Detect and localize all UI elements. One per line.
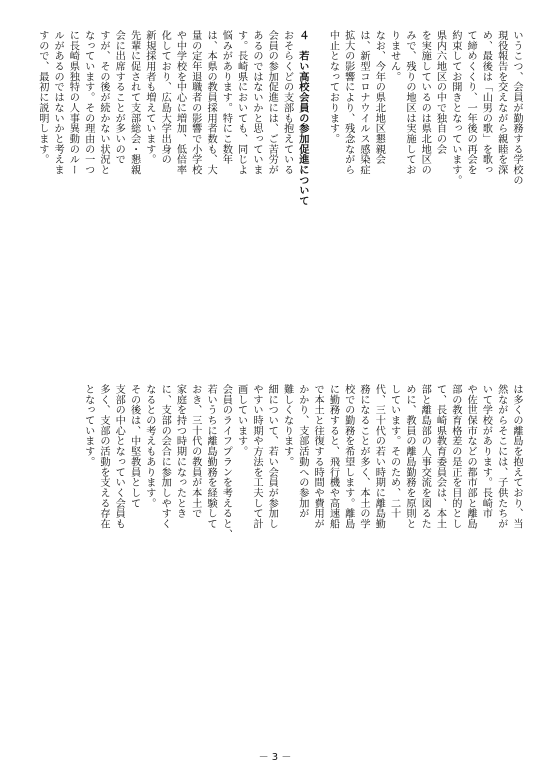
text-column: やすい時期や方法を工夫して計	[250, 384, 262, 529]
text-column: かかり、支部活動への参加が	[296, 384, 308, 519]
text-column: おき、三十代の教員が本土で	[189, 384, 201, 519]
text-column: 細について、若い会員が参加し	[266, 384, 278, 529]
lower-text-block	[28, 384, 524, 736]
text-column: す。長崎県においても、同じよ	[235, 30, 247, 175]
page-number: － 3 －	[258, 752, 292, 763]
text-column: 中止となっております。	[327, 30, 339, 144]
text-column: は、新型コロナウイルス感染症	[358, 30, 370, 175]
text-column: おそらくどの支部も抱えている	[281, 30, 293, 175]
text-column: 先輩に促されて支部総会・懇親	[128, 30, 140, 175]
text-column: て締めくくり、一年後の再会を	[465, 30, 477, 175]
text-column: いうこつ、会員が勤務する学校の	[511, 30, 522, 186]
text-column: 多く、支部の活動を支える存在	[97, 384, 109, 529]
text-column: や佐世保市などの都市部と離島	[465, 384, 477, 529]
text-column: や中学校を中心に増加、低倍率	[174, 30, 186, 175]
text-column: すが、その後が続かない状況と	[97, 30, 109, 175]
text-column: を実施しているのは県北地区の	[419, 30, 431, 175]
text-column: 務になることが多く、本土の学	[358, 384, 370, 529]
text-column: 難しくなります。	[281, 384, 293, 467]
text-column: 若いうちに離島勤務を経験して	[205, 384, 217, 529]
text-column: 会員のライフプランを考えると、	[220, 384, 232, 540]
text-column: 校での勤務を希望します。離島	[342, 384, 354, 529]
text-column: 画しています。	[235, 384, 247, 457]
text-column: に勤務すると、飛行機や高速船	[327, 384, 339, 529]
text-column: 部の教育格差の是正を目的とし	[449, 384, 461, 529]
text-column: あるのではないかと思っていま	[250, 30, 262, 175]
text-column: 然ながらそこには、子供たちが	[495, 384, 507, 529]
text-column: 会員の参加促進には、ご苦労が	[266, 30, 278, 175]
section-heading: ４ 若い高校会員の参加促進について	[296, 30, 308, 206]
text-column: 県内六地区の中で独自の会	[434, 30, 446, 155]
text-column: 部と離島部の人事交流を図るた	[419, 384, 431, 529]
text-column: 約束してお開きとなっています。	[449, 30, 461, 186]
text-column: となっています。	[82, 384, 94, 467]
text-column: は多くの離島を抱えており、当	[511, 384, 522, 529]
text-column: ルがあるのではないかと考えま	[52, 30, 64, 175]
text-column: なるとの考えもあります。	[143, 384, 155, 509]
text-column: に、支部の会合に参加しやすく	[159, 384, 171, 529]
text-column: みで、残りの地区は実施してお	[403, 30, 415, 175]
text-column: 量の定年退職者の影響で小学校	[189, 30, 201, 175]
text-column: なお、今年の県北地区懇親会	[373, 30, 385, 165]
text-column: いて学校があります。長崎市	[480, 384, 492, 519]
text-column: 悩みがあります。特にこ数年	[220, 30, 232, 165]
text-column: 化しており、広島大学出身の	[159, 30, 171, 165]
text-column: めに、教員の離島勤務を原則と	[403, 384, 415, 529]
text-column	[310, 30, 325, 372]
text-column: しています。そのため、二十	[388, 384, 400, 519]
text-column: で本土と往復する時間や費用が	[312, 384, 324, 529]
text-column: 会に出席することが多いので	[113, 30, 125, 165]
text-column: は、本県の教員採用者数も、大	[205, 30, 217, 175]
text-column: 支部の中心となっていく会員も	[113, 384, 125, 529]
text-column: 現役報告を交えながら親睦を深	[495, 30, 507, 175]
text-column: その後は、中堅教員として	[128, 384, 140, 509]
text-column: なっています。その理由の一つ	[82, 30, 94, 175]
text-column: に長崎県独特の人事異動のルー	[67, 30, 79, 175]
text-column: 代、三十代の若い時期に離島勤	[373, 384, 385, 529]
text-column: め、最後は「山男の歌」を歌っ	[480, 30, 492, 175]
text-column: りません。	[388, 30, 400, 82]
text-column: 家庭を持つ時期になったとき	[174, 384, 186, 519]
text-column: 新規採用者も増えています。	[143, 30, 155, 165]
text-column: すので、最初に説明します。	[36, 30, 48, 165]
text-column: 拡大の影響により、残念ながら	[342, 30, 354, 175]
upper-text-block	[28, 30, 524, 372]
text-column: て、長崎県教育委員会は、本土	[434, 384, 446, 529]
